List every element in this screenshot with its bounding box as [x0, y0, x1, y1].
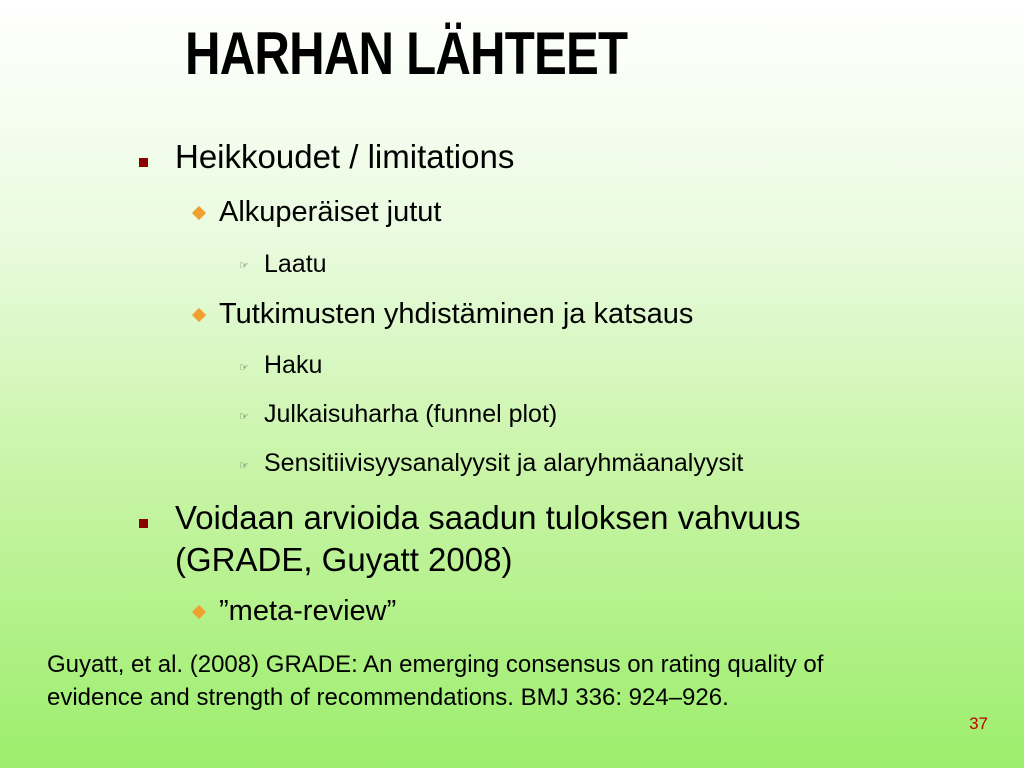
bullet-quality: Laatu — [264, 250, 327, 278]
bullet-sensitivity-analyses: Sensitiivisyysanalyysit ja alaryhmäanalyysit — [264, 449, 744, 477]
reference-citation — [47, 648, 1007, 714]
bullet-combining-studies: Tutkimusten yhdistäminen ja katsaus — [219, 298, 694, 330]
bullet-limitations: Heikkoudet / limitations — [175, 138, 515, 175]
pointing-hand-icon: ☞ — [239, 410, 249, 423]
bullet-original-articles: Alkuperäiset jutut — [219, 196, 442, 228]
reference-line-1: Guyatt, et al. (2008) GRADE: An emerging consensus on rating quality of — [47, 651, 824, 678]
square-bullet-icon — [139, 519, 148, 528]
diamond-bullet-icon — [192, 206, 206, 220]
diamond-bullet-icon — [192, 605, 206, 619]
pointing-hand-icon: ☞ — [239, 459, 249, 472]
bullet-grade-line1: Voidaan arvioida saadun tuloksen vahvuus — [175, 499, 801, 536]
diamond-bullet-icon — [192, 308, 206, 322]
reference-line-2: evidence and strength of recommendations. BMJ 336: 924–926. — [47, 684, 729, 711]
bullet-grade-line2: (GRADE, Guyatt 2008) — [175, 541, 513, 578]
slide-title: HARHAN LÄHTEET — [185, 20, 628, 87]
page-number: 37 — [969, 714, 988, 733]
square-bullet-icon — [139, 158, 148, 167]
pointing-hand-icon: ☞ — [239, 361, 249, 374]
bullet-meta-review: ”meta-review” — [219, 595, 397, 627]
bullet-search: Haku — [264, 351, 323, 379]
bullet-publication-bias: Julkaisuharha (funnel plot) — [264, 400, 558, 428]
pointing-hand-icon: ☞ — [239, 259, 249, 272]
